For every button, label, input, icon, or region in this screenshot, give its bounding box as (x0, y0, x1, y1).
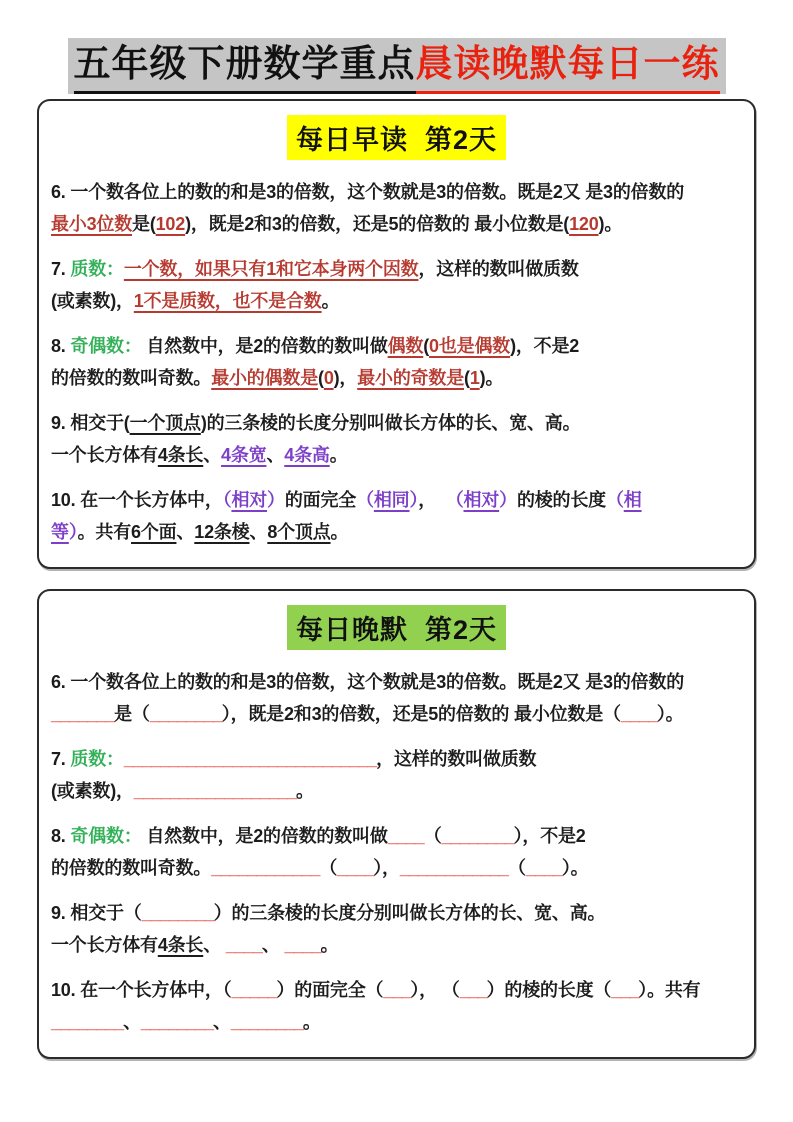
text-segment: 12条棱 (194, 522, 250, 543)
text-segment: ， (418, 490, 446, 511)
text-segment: 7. (51, 259, 71, 280)
text-segment: 是（ (114, 704, 150, 725)
text-segment: 4条高 (284, 445, 330, 466)
text-segment: )， (333, 368, 358, 389)
text-segment: 6个面 (131, 522, 177, 543)
answer-blank: ________ (230, 1012, 303, 1033)
morning-items-container (51, 176, 742, 548)
text-segment: ）的棱的长度（ (486, 980, 612, 1001)
text-segment: ）。 (656, 704, 684, 725)
text-segment: 的倍数的数叫奇数。 (51, 368, 212, 389)
text-segment: 。 (302, 1012, 321, 1033)
text-segment: )。 (479, 368, 504, 389)
text-line (51, 176, 742, 208)
text-line (51, 1006, 742, 1038)
text-segment: ），既是2和3的倍数，还是5的倍数的 最小位数是（ (221, 704, 621, 725)
text-segment: 4条长 (157, 445, 204, 466)
text-segment: 。共有 (77, 522, 132, 543)
text-segment: 4条长 (157, 935, 204, 956)
answer-blank: ___ (611, 980, 639, 1001)
text-segment: )，不是2 (510, 336, 580, 357)
evening-section-header: 每日晚默 第2天 (287, 605, 506, 650)
text-segment: ）。 (561, 858, 589, 879)
answer-blank: ___ (459, 980, 487, 1001)
answer-blank: ____ (620, 704, 657, 725)
text-segment: ，这样的数叫做质数 (376, 749, 537, 770)
text-segment: ） (68, 522, 78, 543)
text-line (51, 743, 742, 775)
text-line (51, 666, 742, 698)
text-segment: （ (445, 490, 464, 511)
text-line (51, 330, 742, 362)
text-segment: 奇偶数： (70, 826, 142, 847)
text-segment: 。 (329, 445, 348, 466)
text-segment: )的三条棱的长度分别叫做长方体的长、宽、高。 (200, 413, 581, 434)
text-segment: 自然数中，是2的倍数的数叫做 (141, 336, 388, 357)
text-line (51, 484, 742, 516)
text-segment: 等 (51, 522, 69, 543)
text-segment: 偶数 (387, 336, 424, 357)
text-segment: 的面完全 (284, 490, 357, 511)
text-line (51, 208, 742, 240)
text-line (51, 285, 742, 317)
text-segment: 10. 在一个长方体中，（ (51, 980, 232, 1001)
text-segment: 质数： (70, 259, 124, 280)
answer-blank: ____________________________ (123, 749, 377, 770)
answer-blank: _______ (51, 704, 115, 725)
text-segment: ( (318, 368, 324, 389)
text-segment: 、 (266, 445, 285, 466)
worksheet-item (51, 176, 742, 240)
text-line (51, 253, 742, 285)
text-segment: 相同 (373, 490, 410, 511)
text-line (51, 516, 742, 548)
text-segment: 、 (249, 522, 268, 543)
answer-blank: ____ (337, 858, 374, 879)
text-segment: 。 (330, 522, 349, 543)
text-segment: 自然数中，是2的倍数的数叫做 (141, 826, 388, 847)
text-segment: (或素数)， (51, 781, 134, 802)
worksheet-item (51, 407, 742, 471)
answer-blank: ________ (141, 903, 214, 924)
answer-blank: ________ (140, 1012, 213, 1033)
answer-blank: __________________ (133, 781, 296, 802)
text-segment: 6. 一个数各位上的数的和是3的倍数，这个数就是3的倍数。既是2又 是3的倍数的 (51, 182, 685, 203)
text-segment: 是( (132, 214, 156, 235)
text-segment: 6. 一个数各位上的数的和是3的倍数，这个数就是3的倍数。既是2又 是3的倍数的 (51, 672, 685, 693)
text-segment: 奇偶数： (70, 336, 142, 357)
worksheet-item (51, 974, 742, 1038)
text-segment: 相 (623, 490, 642, 511)
text-segment: 8. (51, 336, 71, 357)
text-segment: 一个长方体有 (51, 445, 158, 466)
text-segment: 1 (469, 368, 480, 389)
text-segment: ） (267, 490, 285, 511)
text-segment: 的棱的长度 (516, 490, 606, 511)
text-segment: ），不是2 (513, 826, 586, 847)
morning-reading-box (37, 99, 756, 569)
text-line (51, 439, 742, 471)
text-segment: ）， （ (410, 980, 460, 1001)
text-segment: 一个长方体有 (51, 935, 158, 956)
answer-blank: ____ (225, 935, 262, 956)
answer-blank: ________ (149, 704, 222, 725)
text-segment: 最小3位数 (51, 214, 133, 235)
worksheet-item (51, 820, 742, 884)
text-line (51, 974, 742, 1006)
text-segment: （ (605, 490, 624, 511)
text-line (51, 362, 742, 394)
evening-items-container (51, 666, 742, 1038)
text-segment: )，既是2和3的倍数，还是5的倍数的 最小位数是( (185, 214, 570, 235)
answer-blank: ________ (441, 826, 514, 847)
text-segment: ） (409, 490, 419, 511)
text-segment: 、 (176, 522, 195, 543)
text-segment: 1不是质数，也不是合数 (133, 291, 322, 312)
answer-blank: ____ (525, 858, 562, 879)
text-segment: 9. 相交于（ (51, 903, 142, 924)
morning-section-header: 每日早读 第2天 (287, 115, 506, 160)
text-segment: 。 (320, 935, 339, 956)
answer-blank: ___ (383, 980, 411, 1001)
text-segment: 、 (261, 935, 285, 956)
text-segment: （ (507, 858, 526, 879)
text-segment: ） (499, 490, 517, 511)
text-segment: 7. (51, 749, 71, 770)
text-segment: （ (222, 490, 232, 511)
text-line (51, 775, 742, 807)
text-line (51, 407, 742, 439)
answer-blank: ____________ (399, 858, 508, 879)
answer-blank: ____ (284, 935, 321, 956)
text-segment: ）的三条棱的长度分别叫做长方体的长、宽、高。 (213, 903, 606, 924)
text-segment: 一个顶点 (129, 413, 201, 434)
answer-blank: ________ (51, 1012, 124, 1033)
text-segment: 相对 (231, 490, 268, 511)
title-black-part: 五年级下册数学重点 (74, 41, 416, 94)
text-segment: 0也是偶数 (429, 336, 511, 357)
text-line (51, 698, 742, 730)
evening-recitation-box (37, 589, 756, 1059)
text-line (51, 929, 742, 961)
text-segment: 、 (213, 1012, 231, 1033)
worksheet-item (51, 484, 742, 548)
answer-blank: ____ (387, 826, 424, 847)
text-segment: 。 (296, 781, 314, 802)
text-segment: 、 (203, 445, 222, 466)
text-segment: 一个数，如果只有1和它本身两个因数 (123, 259, 419, 280)
text-segment: 最小的偶数是 (211, 368, 319, 389)
text-segment: 相对 (463, 490, 500, 511)
text-segment: ，这样的数叫做质数 (418, 259, 579, 280)
text-segment: 的倍数的数叫奇数。 (51, 858, 212, 879)
answer-blank: _____ (231, 980, 277, 1001)
worksheet-item (51, 666, 742, 730)
text-segment: 、 (123, 1012, 141, 1033)
text-segment: ）的面完全（ (276, 980, 384, 1001)
text-segment: 0 (323, 368, 334, 389)
text-segment: 。 (321, 291, 340, 312)
text-segment: ( (464, 368, 470, 389)
title-background (68, 38, 726, 94)
worksheet-item (51, 330, 742, 394)
text-segment: （ (319, 858, 338, 879)
text-segment: 102 (155, 214, 186, 235)
text-segment: 、 (203, 935, 226, 956)
text-segment: 8个顶点 (267, 522, 331, 543)
text-segment: (或素数)， (51, 291, 134, 312)
text-segment: 最小的奇数是 (357, 368, 465, 389)
title-red-part: 晨读晚默每日一练 (416, 41, 720, 94)
text-segment: 120 (569, 214, 599, 235)
text-segment: )。 (598, 214, 623, 235)
text-line (51, 852, 742, 884)
text-line (51, 897, 742, 929)
text-segment: 8. (51, 826, 71, 847)
page-title (0, 38, 793, 94)
text-segment: 10. 在一个长方体中， (51, 490, 223, 511)
text-segment: （ (423, 826, 442, 847)
text-segment: ( (423, 336, 430, 357)
text-segment: 4条宽 (221, 445, 267, 466)
worksheet-item (51, 743, 742, 807)
worksheet-item (51, 897, 742, 961)
text-line (51, 820, 742, 852)
text-segment: ）， (373, 858, 400, 879)
worksheet-item (51, 253, 742, 317)
text-segment: 质数： (70, 749, 124, 770)
text-segment: 9. 相交于( (51, 413, 130, 434)
text-segment: ）。共有 (638, 980, 701, 1001)
text-segment: （ (356, 490, 374, 511)
answer-blank: ____________ (211, 858, 320, 879)
